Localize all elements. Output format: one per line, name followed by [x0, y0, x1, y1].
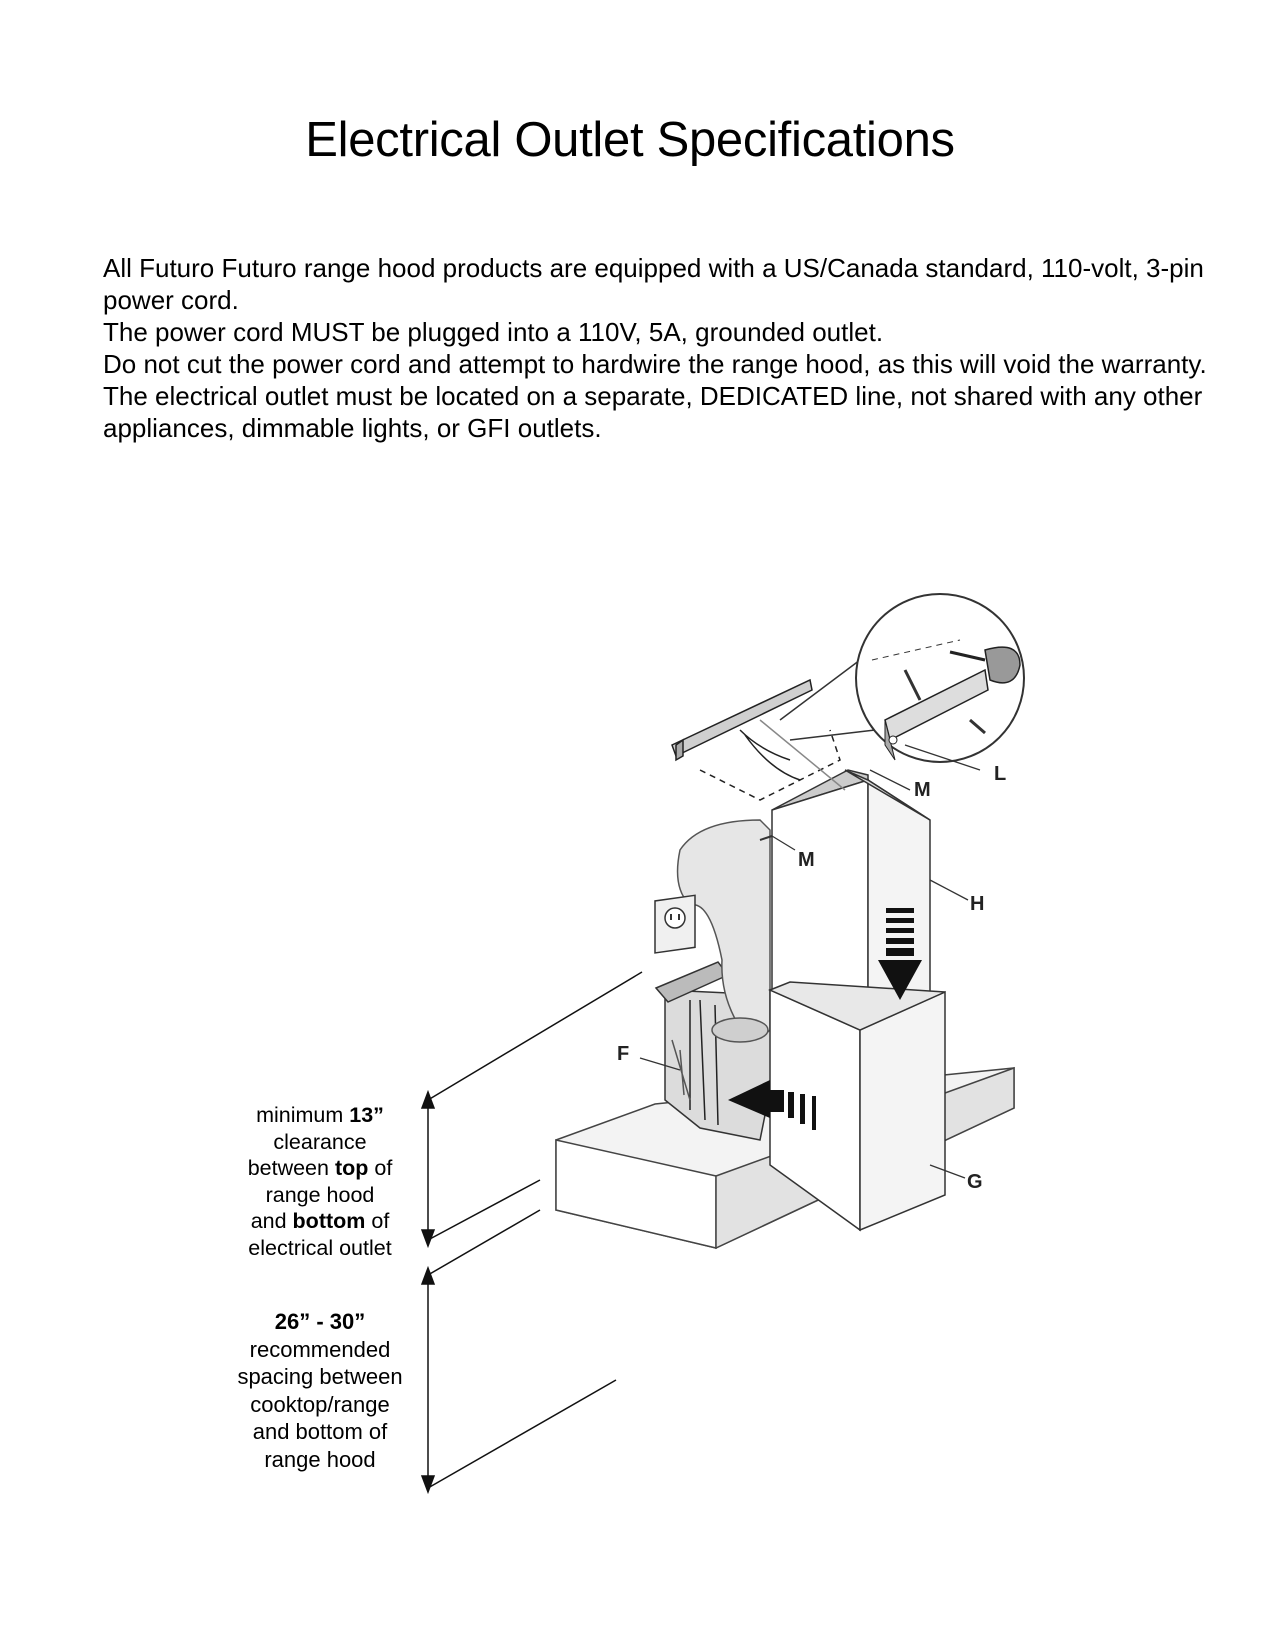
- spacing-line-6: range hood: [264, 1446, 376, 1472]
- label-m-top: M: [914, 779, 931, 801]
- spacing-line-5: and bottom of: [252, 1419, 388, 1444]
- spacing-value: 26” - 30”: [274, 1309, 366, 1334]
- clearance-line-4: range hood: [265, 1182, 375, 1207]
- label-m-side: M: [798, 849, 815, 871]
- detail-magnifier: [780, 594, 1024, 762]
- clearance-line-1: [230, 1102, 410, 1129]
- clearance-text-3: between: [247, 1156, 335, 1180]
- clearance-text-6: and: [250, 1209, 293, 1233]
- label-g: G: [967, 1171, 983, 1193]
- spacing-line-3: spacing between: [237, 1364, 403, 1389]
- clearance-bold-top: top: [334, 1156, 369, 1180]
- spacing-line-4: cooktop/range: [250, 1391, 390, 1417]
- clearance-bold-bottom: bottom: [292, 1209, 366, 1233]
- label-f: F: [617, 1043, 630, 1065]
- page-title: Electrical Outlet Specifications: [305, 113, 955, 167]
- clearance-text-7: of: [365, 1209, 390, 1233]
- paragraph-warranty: Do not cut the power cord and attempt to hardwire the range hood, as this will void the warranty.: [103, 349, 1207, 379]
- clearance-text-1: minimum: [256, 1103, 350, 1127]
- clearance-text-4: of: [368, 1156, 393, 1180]
- paragraph-dedicated-line: The electrical outlet must be located on a separate, DEDICATED line, not shared with any other appliances, dimmable lights, or GFI outlets.: [103, 381, 1203, 443]
- clearance-value: 13”: [349, 1103, 384, 1127]
- paragraph-outlet-rating: The power cord MUST be plugged into a 110V, 5A, grounded outlet.: [103, 317, 884, 347]
- label-h: H: [970, 893, 985, 915]
- clearance-line-5: [230, 1208, 410, 1235]
- label-l: L: [994, 763, 1007, 785]
- dimension-spacing: [422, 1210, 616, 1492]
- clearance-line-3: [230, 1155, 410, 1182]
- outlet-icon: [655, 895, 695, 953]
- spacing-caption: [220, 1308, 420, 1473]
- clearance-caption: [230, 1102, 410, 1261]
- paragraph-power-cord: All Futuro Futuro range hood products are equipped with a US/Canada standard, 110-volt, 3-pin power cord.: [103, 253, 1204, 315]
- spacing-line-2: recommended: [249, 1336, 391, 1362]
- clearance-line-6: electrical outlet: [248, 1235, 392, 1260]
- clearance-line-2: clearance: [273, 1129, 367, 1154]
